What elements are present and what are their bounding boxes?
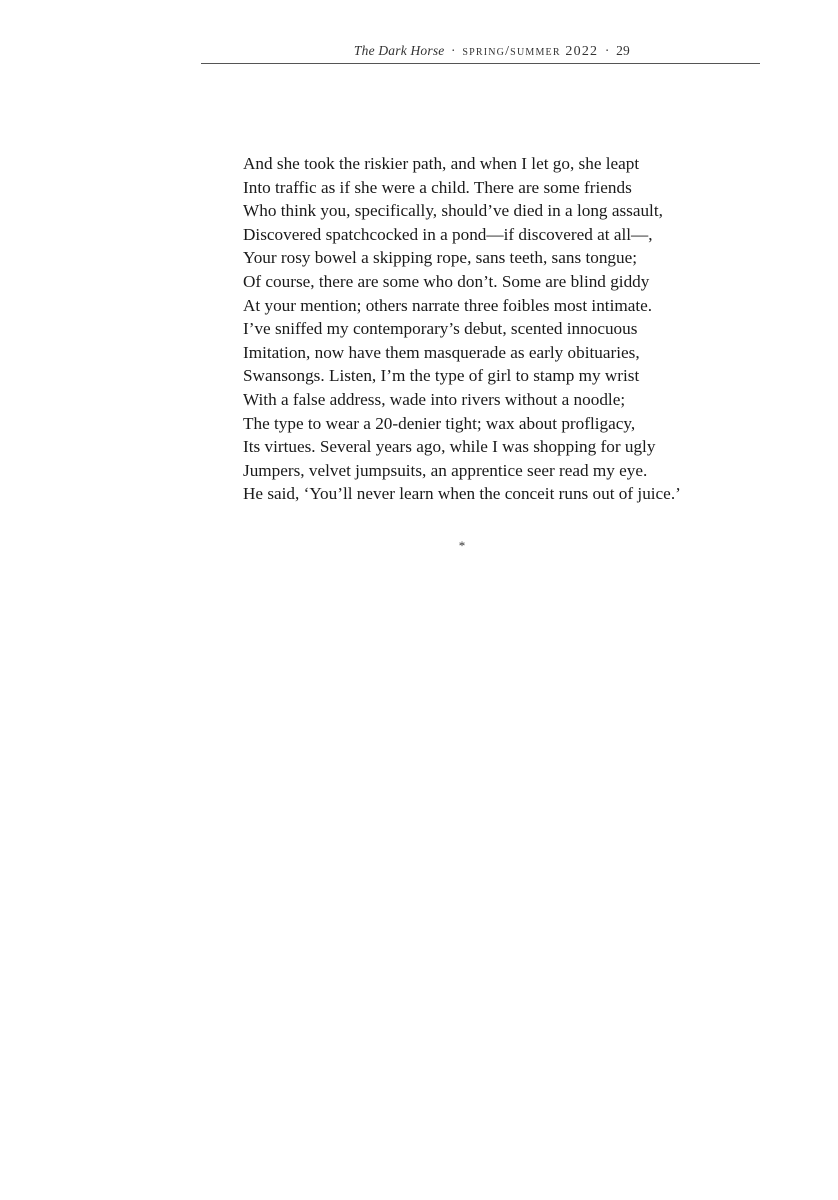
poem-line: Who think you, specifically, should’ve died in a long assault, (243, 201, 663, 221)
poem-line: Its virtues. Several years ago, while I was shopping for ugly (243, 437, 656, 457)
issue-season: spring/summer 2022 (462, 44, 599, 59)
poem-line: And she took the riskier path, and when I let go, she leapt (243, 154, 640, 173)
poem-line: Into traffic as if she were a child. There are some friends (243, 177, 632, 197)
poem-line: He said, ‘You’ll never learn when the conceit runs out of juice.’ (243, 484, 681, 504)
page-number: 29 (616, 43, 630, 58)
poem-line: At your mention; others narrate three foibles most intimate. (243, 295, 653, 315)
poem-line: With a false address, wade into rivers without a noodle; (243, 389, 626, 409)
poem-line: I’ve sniffed my contemporary’s debut, scented innocuous (243, 319, 638, 339)
poem-line: Jumpers, velvet jumpsuits, an apprentice seer read my eye. (243, 460, 648, 480)
poem-line: Swansongs. Listen, I’m the type of girl to stamp my wrist (243, 366, 640, 386)
separator-dot: · (604, 43, 610, 58)
poem-line: The type to wear a 20-denier tight; wax about profligacy, (243, 413, 636, 433)
journal-title: The Dark Horse (353, 43, 445, 58)
running-head (354, 43, 630, 60)
separator-dot: · (451, 43, 456, 58)
poem-body (243, 152, 681, 506)
poem-line: Of course, there are some who don’t. Some are blind giddy (243, 271, 650, 291)
poem-line: Imitation, now have them masquerade as early obituaries, (243, 342, 640, 362)
section-break-asterisk: * (458, 538, 466, 553)
poem-line: Discovered spatchcocked in a pond—if discovered at all—, (243, 224, 653, 244)
header-rule (201, 63, 760, 64)
poem-line: Your rosy bowel a skipping rope, sans teeth, sans tongue; (243, 248, 638, 268)
